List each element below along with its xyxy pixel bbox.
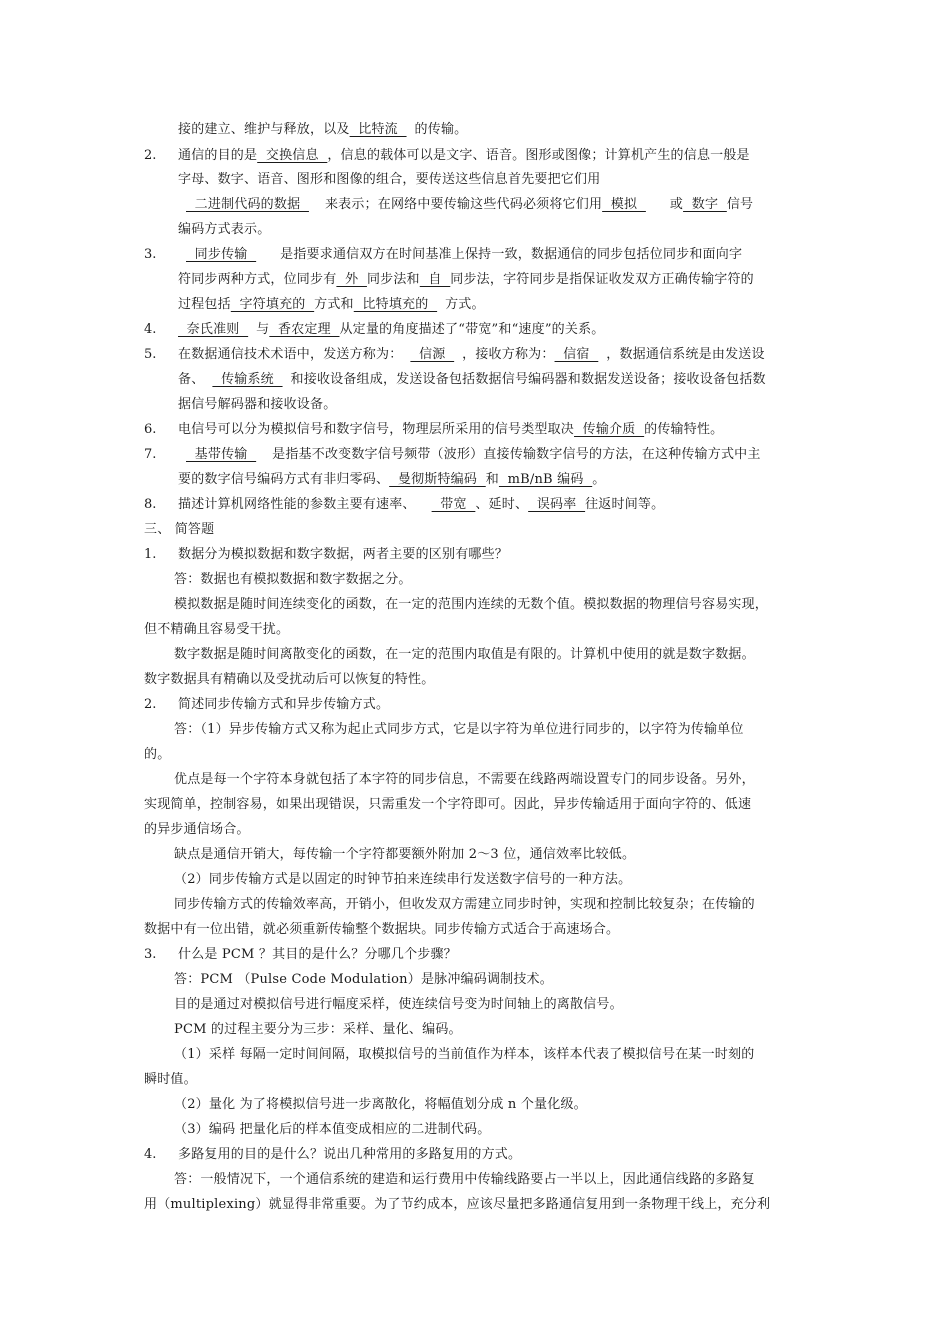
answer-blank: 信宿 bbox=[554, 347, 599, 362]
text: 方式。 bbox=[445, 297, 485, 312]
answer-line: 答：PCM （Pulse Code Modulation）是脉冲编码调制技术。 bbox=[174, 972, 553, 987]
item-number: 7. bbox=[144, 447, 157, 462]
item2-line2: 字母、数字、语音、图形和图像的组合，要传送这些信息首先要把它们用 bbox=[178, 172, 601, 187]
answer-blank: mB/nB 编码 bbox=[498, 472, 593, 487]
answer-blank: 曼彻斯特编码 bbox=[389, 472, 486, 487]
text: 要的数字信号编码方式有非归零码、 bbox=[178, 472, 390, 487]
text: 同步法，字符同步是指保证收发双方正确传输字符的 bbox=[450, 272, 754, 287]
answer-blank: 带宽 bbox=[431, 497, 476, 512]
item-number: 5. bbox=[144, 347, 157, 362]
text: 与 bbox=[256, 322, 270, 337]
text: 备、 bbox=[178, 372, 205, 387]
item5-line2 bbox=[178, 371, 766, 389]
item7-line1 bbox=[178, 446, 761, 464]
item7-line2 bbox=[178, 471, 605, 489]
answer-line: 答：数据也有模拟数据和数字数据之分。 bbox=[174, 572, 412, 587]
answer-blank: 香农定理 bbox=[269, 322, 340, 337]
answer-line: 答：（1）异步传输方式又称为起止式同步方式，它是以字符为单位进行同步的，以字符为传输单位 bbox=[174, 722, 744, 737]
answer-line: 同步传输方式的传输效率高，开销小，但收发双方需建立同步时钟，实现和控制比较复杂；在传输的 bbox=[174, 897, 755, 912]
text: 信号 bbox=[726, 197, 754, 212]
item2-line1 bbox=[178, 147, 750, 165]
answer-blank: 数字 bbox=[683, 197, 727, 212]
answer-line: 目的是通过对模拟信号进行幅度采样，使连续信号变为时间轴上的离散信号。 bbox=[174, 997, 623, 1012]
item3-line3 bbox=[178, 296, 485, 314]
answer-line: 缺点是通信开销大，每传输一个字符都要额外附加 2～3 位，通信效率比较低。 bbox=[174, 847, 636, 862]
answer-line: 优点是每一个字符本身就包括了本字符的同步信息，不需要在线路两端设置专门的同步设备。另外， bbox=[174, 772, 755, 787]
answer-line: 答：一般情况下，一个通信系统的建造和运行费用中传输线路要占一半以上，因此通信线路的多路复 bbox=[174, 1172, 755, 1187]
item-number: 8. bbox=[144, 497, 157, 512]
answer-line: 但不精确且容易受干扰。 bbox=[144, 622, 290, 637]
item3-line1 bbox=[178, 246, 742, 264]
answer-line: 瞬时值。 bbox=[144, 1072, 197, 1087]
answer-blank: 二进制代码的数据 bbox=[186, 197, 309, 212]
answer-blank: 比特流 bbox=[349, 122, 407, 137]
text: 和 bbox=[485, 472, 499, 487]
item6-line bbox=[178, 421, 723, 439]
answer-blank: 基带传输 bbox=[186, 447, 257, 462]
item3-line2 bbox=[178, 271, 754, 289]
text: 的传输特性。 bbox=[644, 422, 724, 437]
item-number: 3. bbox=[144, 247, 157, 262]
answer-line: （3）编码 把量化后的样本值变成相应的二进制代码。 bbox=[174, 1122, 491, 1137]
item-number: 2. bbox=[144, 148, 157, 163]
item8-line bbox=[178, 496, 664, 514]
text: 从定量的角度描述了“带宽”和“速度”的关系。 bbox=[339, 322, 605, 337]
answer-blank: 模拟 bbox=[602, 197, 646, 212]
answer-line: 数据中有一位出错，就必须重新传输整个数据块。同步传输方式适合于高速场合。 bbox=[144, 922, 620, 937]
answer-blank: 比特填充的 bbox=[353, 297, 438, 312]
question-text: 数据分为模拟数据和数字数据，两者主要的区别有哪些？ bbox=[178, 547, 509, 562]
answer-blank: 传输系统 bbox=[212, 372, 283, 387]
answer-line: 用（multiplexing）就显得非常重要。为了节约成本，应该尽量把多路通信复用到一条物理干线上，充分利 bbox=[144, 1197, 771, 1212]
text: 来表示；在网络中要传输这些代码必须将它们用 bbox=[324, 197, 603, 212]
text: 通信的目的是 bbox=[178, 148, 258, 163]
answer-line: 实现简单，控制容易，如果出现错误，只需重发一个字符即可。因此，异步传输适用于面向字符的、低速 bbox=[144, 797, 752, 812]
answer-line: （1）采样 每隔一定时间间隔，取模拟信号的当前值作为样本，该样本代表了模拟信号在某一时刻的 bbox=[174, 1047, 755, 1062]
item-number: 6. bbox=[144, 422, 157, 437]
text: ，数据通信系统是由发送设 bbox=[606, 347, 765, 362]
text: 接的建立、维护与释放，以及 bbox=[178, 122, 350, 137]
section-heading: 三、 简答题 bbox=[144, 522, 215, 537]
text: 或 bbox=[669, 197, 684, 212]
answer-line: 模拟数据是随时间连续变化的函数，在一定的范围内连续的无数个值。模拟数据的物理信号容易实现， bbox=[174, 597, 769, 612]
question-number: 1. bbox=[144, 547, 157, 562]
answer-blank: 奈氏准则 bbox=[178, 322, 249, 337]
answer-blank: 误码率 bbox=[528, 497, 586, 512]
answer-line: 数字数据是随时间离散变化的函数，在一定的范围内取值是有限的。计算机中使用的就是数字数据。 bbox=[174, 647, 755, 662]
text: 是指基不改变数字信号频带（波形）直接传输数字信号的方法，在这种传输方式中主 bbox=[272, 447, 761, 462]
text: 。 bbox=[592, 472, 606, 487]
answer-line: （2）同步传输方式是以固定的时钟节拍来连续串行发送数字信号的一种方法。 bbox=[174, 872, 632, 887]
answer-blank: 字符填充的 bbox=[230, 297, 315, 312]
item5-line3: 据信号解码器和接收设备。 bbox=[178, 397, 337, 412]
text: 符同步两种方式，位同步有 bbox=[178, 272, 337, 287]
item1-tail-line bbox=[178, 121, 467, 139]
text: 过程包括 bbox=[178, 297, 231, 312]
answer-blank: 外 bbox=[336, 272, 367, 287]
text: 和接收设备组成，发送设备包括数据信号编码器和数据发送设备；接收设备包括数 bbox=[290, 372, 766, 387]
item2-line4: 编码方式表示。 bbox=[178, 222, 271, 237]
answer-blank: 自 bbox=[419, 272, 451, 287]
text: 描述计算机网络性能的参数主要有速率、 bbox=[178, 497, 416, 512]
text: 在数据通信技术术语中，发送方称为： bbox=[178, 347, 403, 362]
answer-line: 的异步通信场合。 bbox=[144, 822, 250, 837]
text: 往返时间等。 bbox=[585, 497, 665, 512]
item-number: 4. bbox=[144, 322, 157, 337]
question-text: 简述同步传输方式和异步传输方式。 bbox=[178, 697, 390, 712]
question-text: 多路复用的目的是什么？说出几种常用的多路复用的方式。 bbox=[178, 1147, 522, 1162]
answer-blank: 交换信息 bbox=[257, 148, 328, 163]
question-number: 3. bbox=[144, 947, 157, 962]
question-number: 4. bbox=[144, 1147, 157, 1162]
answer-line: 数字数据具有精确以及受扰动后可以恢复的特性。 bbox=[144, 672, 435, 687]
answer-blank: 信源 bbox=[410, 347, 455, 362]
item4-line bbox=[178, 321, 604, 339]
question-number: 2. bbox=[144, 697, 157, 712]
answer-line: PCM 的过程主要分为三步：采样、量化、编码。 bbox=[174, 1022, 462, 1037]
text: 方式和 bbox=[314, 297, 354, 312]
item2-line3 bbox=[178, 196, 753, 214]
text: 是指要求通信双方在时间基准上保持一致，数据通信的同步包括位同步和面向字 bbox=[280, 247, 743, 262]
text: 电信号可以分为模拟信号和数字信号，物理层所采用的信号类型取决 bbox=[178, 422, 575, 437]
text: 的传输。 bbox=[414, 122, 468, 137]
text: 同步法和 bbox=[366, 272, 420, 287]
answer-blank: 传输介质 bbox=[574, 422, 645, 437]
text: ，接收方称为： bbox=[462, 347, 555, 362]
text: 、延时、 bbox=[475, 497, 529, 512]
answer-blank: 同步传输 bbox=[186, 247, 257, 262]
answer-line: （2）量化 为了将模拟信号进一步离散化，将幅值划分成 n 个量化级。 bbox=[174, 1097, 587, 1112]
text: ，信息的载体可以是文字、语音。图形或图像；计算机产生的信息一般是 bbox=[327, 148, 750, 163]
question-text: 什么是 PCM ？其目的是什么？分哪几个步骤？ bbox=[178, 947, 457, 962]
item5-line1 bbox=[178, 346, 765, 364]
answer-line: 的。 bbox=[144, 747, 171, 762]
